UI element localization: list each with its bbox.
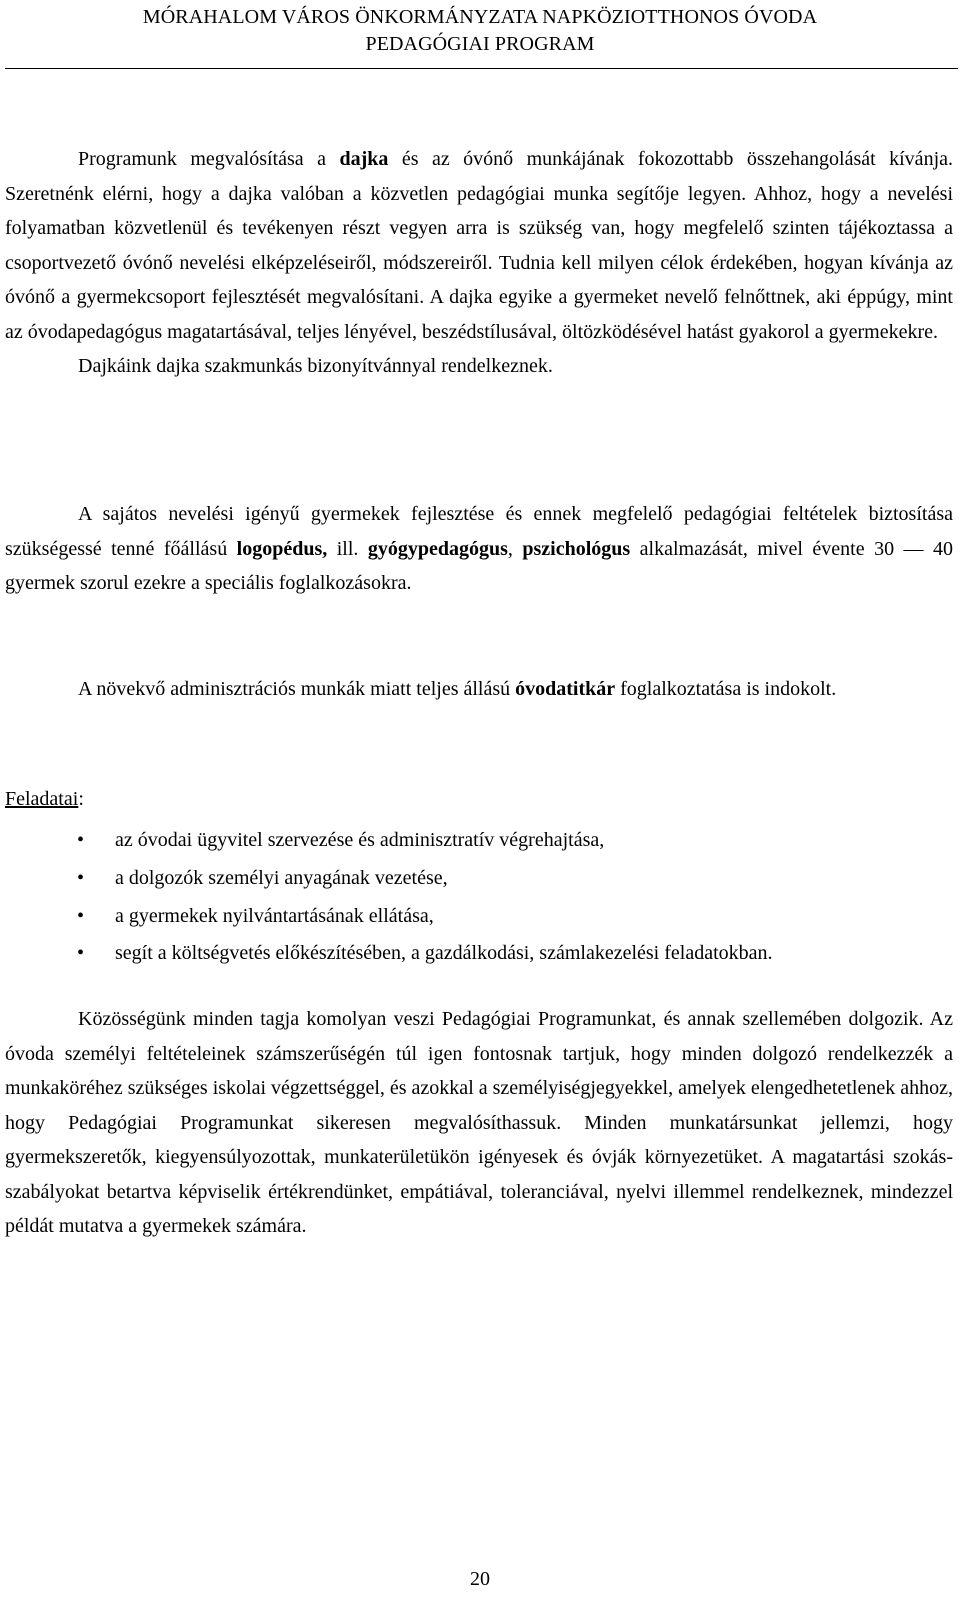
p1-line-break — [5, 349, 953, 384]
header-institution: MÓRAHALOM VÁROS ÖNKORMÁNYZATA NAPKÖZIOTTHONOS ÓVODA — [142, 6, 818, 28]
paragraph-secretary — [5, 672, 953, 707]
list-item — [5, 822, 953, 860]
page-header — [0, 4, 960, 58]
bullet-icon: • — [77, 904, 85, 927]
bullet-icon: • — [77, 942, 85, 965]
tasks-heading-colon: : — [78, 788, 84, 810]
list-item — [5, 860, 953, 898]
p1-text-d: Dajkáink dajka szakmunkás bizonyítvánnyal rendelkeznek. — [78, 355, 553, 377]
p3-ovodatitkar-bold: óvodatitkár — [515, 678, 616, 700]
list-item-text: a gyermekek nyilvántartásának ellátása, — [115, 904, 434, 927]
p2-pszichologus-bold: pszichológus — [522, 537, 631, 560]
p3-text-c: foglalkoztatása is indokolt. — [615, 678, 837, 700]
paragraph-community — [5, 1002, 953, 1244]
p1-text-a: Programunk megvalósítása a — [78, 148, 340, 170]
p2-text-e: , — [507, 537, 523, 560]
tasks-heading — [5, 782, 953, 817]
p2-text-g: alkalmazását, mivel évente 30 — 40 gyermek szorul ezekre a speciális foglalkozásokra. — [5, 537, 953, 594]
paragraph-dajka — [5, 142, 953, 384]
p2-text-a: A sajátos nevelési igényű gyermekek fejlesztése és ennek megfelelő pedagógiai feltételek biztosítása szükségessé tenné főállású — [5, 503, 953, 560]
header-document-title: PEDAGÓGIAI PROGRAM — [365, 33, 595, 55]
list-item-text: segít a költségvetés előkészítésében, a gazdálkodási, számlakezelési feladatokban. — [115, 942, 773, 965]
bullet-icon: • — [77, 866, 85, 889]
p1-text-c: és az óvónő munkájának fokozottabb összehangolását kívánja. Szeretnénk elérni, hogy a dajka valóban a közvetlen pedagógiai munka segítője legyen. Ahhoz, hogy a nevelési folyamatban közvetlenül és tevékenyen részt vegyen arra is szükség van, hogy megfelelő szinten tájékoztassa a csoportvezető óvónő nevelési elképzeléseiről, módszereiről. Tudnia kell milyen célok érdekében, hogyan kívánja az óvónő a gyermekcsoport fejlesztését megvalósítani. A dajka egyike a gyermeket nevelő felnőttnek, aki éppúgy, mint az óvodapedagógus magatartásával, teljes lényével, beszédstílusával, öltözködésével hatást gyakorol a gyermekekre. — [5, 148, 953, 343]
p2-logopedus-bold: logopédus, — [236, 537, 328, 560]
bullet-icon: • — [77, 829, 85, 851]
p2-gyogypedagogus-bold: gyógypedagógus — [367, 537, 508, 560]
header-divider — [5, 68, 958, 69]
p1-dajka-bold: dajka — [339, 148, 389, 170]
p4-text: Közösségünk minden tagja komolyan veszi Pedagógiai Programunkat, és annak szellemében dolgozik. Az óvoda személyi feltételeinek számszerűségén túl igen fontosnak tartjuk, hogy minden dolgozó rendelkezzék a munkaköréhez szükséges iskolai végzettséggel, és azokkal a személyiségjegyekkel, amelyek elengedhetetlenek ahhoz, hogy Pedagógiai Programunkat sikeresen megvalósíthassuk. Minden munkatársunkat jellemzi, hogy gyermekszeretők, kiegyensúlyozottak, munkaterületükön igényesek és óvják környezetüket. A magatartási szokás-szabályokat betartva képviselik értékrendünket, empátiával, toleranciával, nyelvi illemmel rendelkeznek, mindezzel példát mutatva a gyermekek számára. — [5, 1008, 953, 1237]
tasks-list — [5, 822, 953, 973]
p2-text-c: ill. — [327, 537, 368, 560]
page-number: 20 — [470, 1568, 490, 1590]
list-item — [5, 898, 953, 936]
p3-text-a: A növekvő adminisztrációs munkák miatt teljes állású — [78, 678, 516, 700]
list-item — [5, 935, 953, 973]
paragraph-special-needs — [5, 497, 953, 601]
list-item-text: a dolgozók személyi anyagának vezetése, — [115, 866, 448, 889]
tasks-heading-label: Feladatai — [5, 788, 79, 810]
list-item-text: az óvodai ügyvitel szervezése és adminisztratív végrehajtása, — [115, 829, 605, 851]
